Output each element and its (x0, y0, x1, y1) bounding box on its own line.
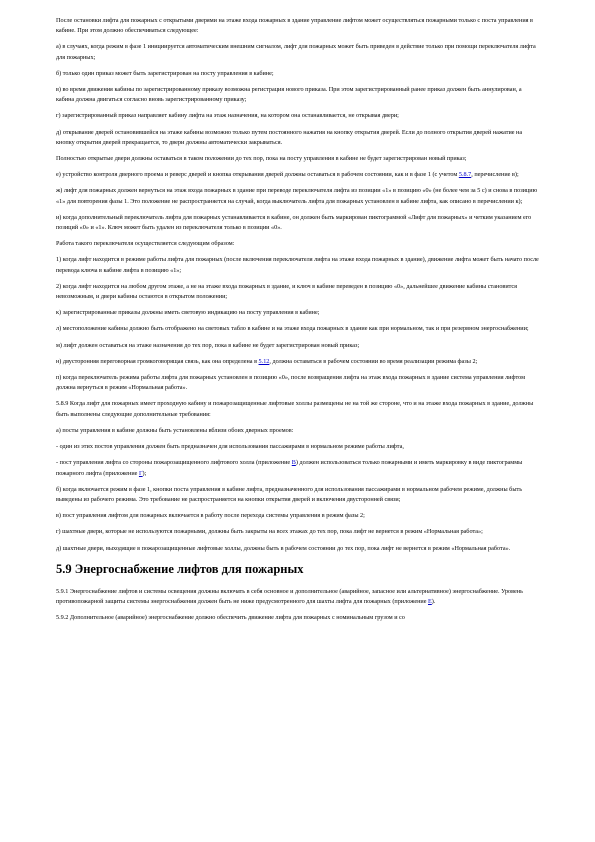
paragraph (56, 154, 539, 164)
paragraph-text: б) когда включается режим в фазе 1, кнопки поста управления в кабине лифта, предназначенного для использования пассажирами в нормальном рабочем режиме, должны быть выведены из рабочего режима. Это требование не распространяется на кнопки открытия дверей и включения двусторонней связи; (56, 485, 523, 503)
paragraph-text: п) когда переключатель режима работы лифта для пожарных установлен в позицию «0», после возвращения лифта на этаж входа пожарных в здание система управления лифтом должна вернуться в режим «Нормальная работа». (56, 374, 526, 392)
paragraph-text: ). (431, 597, 436, 605)
paragraph (56, 42, 539, 62)
paragraph (56, 357, 539, 367)
paragraph-text: е) устройство контроля дверного проема и реверс дверей и кнопка открывания дверей должны оставаться в рабочем состоянии, как и в фазе 1 (с учетом (56, 171, 459, 179)
paragraph (56, 373, 539, 393)
paragraph (56, 128, 539, 148)
paragraph-text: а) в случаях, когда режим в фазе 1 инициируется автоматическим внешним сигналом, лифт для пожарных может быть приведен в действие только при помощи переключателя лифта для пожарных; (56, 43, 536, 61)
paragraph-text: в) во время движения кабины по зарегистрированному приказу возможна регистрация нового приказа. При этом зарегистрированный ранее приказ должен быть аннулирован, а кабина должна двигаться согласно вновь зарегистрированному приказу; (56, 86, 522, 104)
cross-reference-link[interactable]: 5.8.7 (458, 171, 472, 179)
paragraph-text: и) когда дополнительный переключатель лифта для пожарных устанавливается в кабине, он должен быть маркирован пиктограммой «Лифт для пожарных» и четким указанием его позиций «0» и «1». Ключ может быть удален из переключателя только в позиции «0». (56, 213, 532, 232)
paragraph-text: Полностью открытые двери должны оставаться в таком положении до тех пор, пока на посту управления в кабине не будет зарегистрирован новый приказ; (56, 155, 467, 163)
paragraph (56, 69, 539, 79)
paragraph-text: Работа такого переключателя осуществляется следующим образом: (56, 240, 235, 248)
paragraph-text: - пост управления лифта со стороны пожарозащищенного лифтового холла (приложение (56, 459, 292, 467)
paragraph-text: д) шахтные двери, выходящие в пожарозащищенные лифтовые холлы, должны быть в рабочем состоянии до тех пор, пока лифт не вернется в режим «Нормальная работа». (56, 544, 511, 552)
paragraph (56, 341, 539, 351)
paragraph-text: , перечисление в); (471, 171, 519, 179)
document-body-top (56, 16, 539, 554)
paragraph (56, 170, 539, 180)
paragraph-text: После остановки лифта для пожарных с открытыми дверями на этаже входа пожарных в здание управление лифтом может осуществляться пожарными только с поста управления в кабине. При этом должно обеспечиваться следующее: (56, 17, 533, 35)
paragraph (56, 458, 539, 478)
paragraph-text: а) посты управления в кабине должны быть установлены вблизи обоих дверных проемов: (56, 426, 294, 434)
cross-reference-link[interactable]: Г (138, 469, 143, 477)
paragraph-text: 5.8.9 Когда лифт для пожарных имеет проходную кабину и пожарозащищенные лифтовые холлы размещены не на той же стороне, что и на этаже входа пожарных в здание, должны быть выполнены следующие дополнительные требования: (56, 400, 534, 418)
paragraph-text: ж) лифт для пожарных должен вернуться на этаж входа пожарных в здание при переводе переключателя лифта из позиции «1» в позицию «0» (не более чем за 5 с) и снова в позицию «1» для повторения фазы 1. Это положение не распространяется на случай, когда выключатель лифта для пожарных установлен в кабине лифта, как описано в перечислении к); (56, 187, 538, 205)
paragraph-text: л) местоположение кабины должно быть отображено на световых табло в кабине и на этаже входа пожарных в здание как при нормальном, так и при резервном энергоснабжении; (56, 325, 529, 333)
paragraph (56, 399, 539, 419)
paragraph-text: 1) когда лифт находится в режиме работы лифта для пожарных (после включения переключателя лифта на этаже входа пожарных в здание), движение лифта может быть начато после перевода ключа в кабине лифта в позицию «1»; (56, 256, 539, 274)
cross-reference-link[interactable]: 5.12 (258, 357, 270, 365)
paragraph (56, 85, 539, 105)
paragraph-text: 2) когда лифт находится на любом другом этаже, а не на этаже входа пожарных в здание, и ключ в кабине переведен в позицию «0», дальнейшее движение кабины становится невозможным, и двери кабины остаются в открытом положении; (56, 282, 518, 301)
cross-reference-link[interactable]: Е (428, 597, 432, 605)
paragraph-text: 5.9.2 Дополнительное (аварийное) энергоснабжение должно обеспечить движение лифта для пожарных с номинальным грузом и со (56, 614, 405, 622)
paragraph (56, 544, 539, 554)
paragraph-text: м) лифт должен оставаться на этаже назначения до тех пор, пока в кабине не будет зарегистрирован новый приказ; (56, 341, 360, 349)
paragraph (56, 613, 539, 623)
paragraph (56, 511, 539, 521)
paragraph-text: г) шахтные двери, которые не используются пожарными, должны быть закрыты на всех этажах до тех пор, пока лифт не вернется в режим «Нормальная работа»; (56, 528, 483, 536)
paragraph-text: 5.9.1 Энергоснабжение лифтов и системы освещения должны включать в себя основное и дополнительное (аварийное, запасное или альтернативное) энергоснабжение. Уровень противопожарной защиты системы энергоснабжения должен быть не ниже предусмотренного для шахты лифта для пожарных (приложение (56, 587, 523, 605)
paragraph (56, 587, 539, 607)
paragraph-text: ) должен использоваться только пожарными и иметь маркировку в виде пиктограммы пожарного лифта (приложение (56, 459, 523, 477)
paragraph (56, 426, 539, 436)
paragraph-text: г) зарегистрированный приказ направляет кабину лифта на этаж назначения, на котором она останавливается, не открывая двери; (56, 112, 399, 120)
paragraph (56, 213, 539, 233)
paragraph (56, 442, 539, 452)
paragraph-text: в) пост управления лифтом для пожарных включается в работу после перехода системы управления в режим фазы 2; (56, 512, 365, 520)
cross-reference-link[interactable]: В (291, 459, 296, 467)
paragraph (56, 485, 539, 505)
document-body-bottom (56, 587, 539, 624)
paragraph (56, 282, 539, 302)
paragraph-text: к) зарегистрированные приказы должны иметь световую индикацию на посту управления в кабине; (56, 309, 320, 317)
paragraph-text: ); (142, 469, 147, 477)
paragraph (56, 16, 539, 36)
paragraph-text: д) открывание дверей остановившейся на этаже кабины возможно только путем постоянного нажатия на кнопку открытия дверей. Если до полного открытия дверей нажатие на кнопку открытия дверей прекращается, то двери должны автоматически закрываться. (56, 128, 523, 146)
paragraph-text: - один из этих постов управления должен быть предназначен для использования пассажирами в нормальном режиме работы лифта, (56, 443, 404, 451)
paragraph (56, 111, 539, 121)
paragraph (56, 186, 539, 206)
paragraph-text: б) только один приказ может быть зарегистрирован на посту управления в кабине; (56, 69, 274, 77)
paragraph-text: н) двусторонняя переговорная громкоговорящая связь, как она определена в (56, 357, 259, 365)
paragraph-text: , должна оставаться в рабочем состоянии во время реализации режима фазы 2; (269, 357, 478, 365)
paragraph (56, 527, 539, 537)
paragraph (56, 255, 539, 275)
paragraph (56, 324, 539, 334)
paragraph (56, 239, 539, 249)
paragraph (56, 308, 539, 318)
section-heading: 5.9 Энергоснабжение лифтов для пожарных (56, 561, 304, 576)
